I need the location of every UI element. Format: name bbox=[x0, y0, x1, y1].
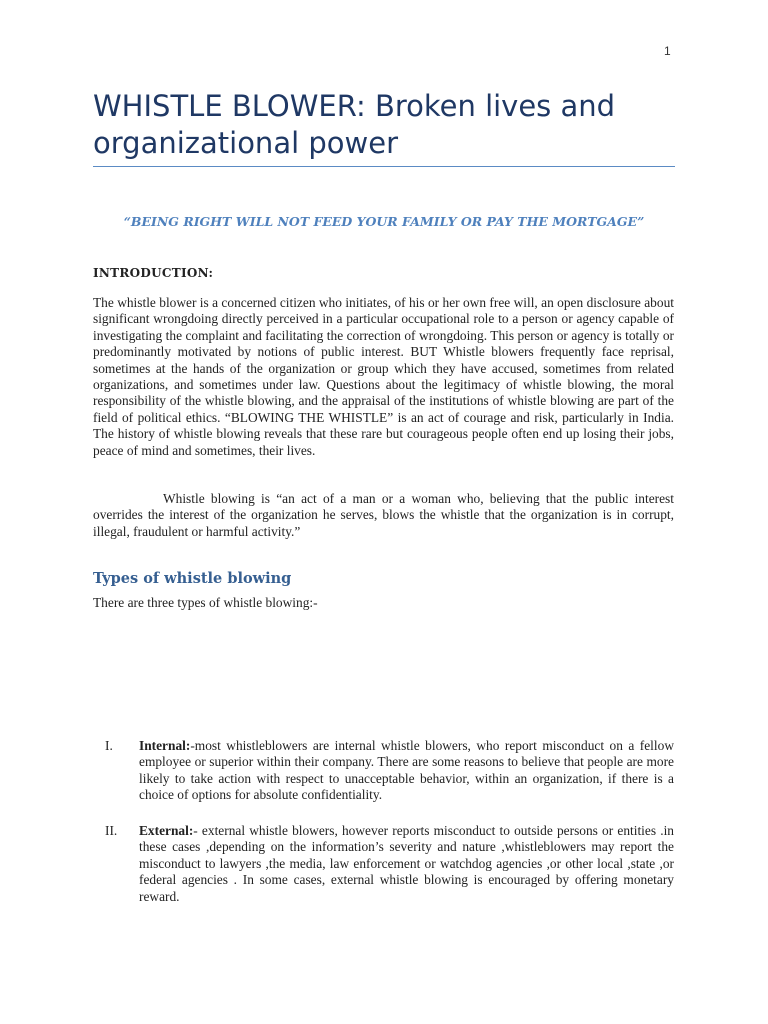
list-item-term: External: bbox=[139, 823, 194, 838]
title-divider bbox=[93, 166, 675, 167]
list-item-text bbox=[139, 823, 674, 905]
list-item-body: - external whistle blowers, however reports misconduct to outside persons or entities .in these cases ,depending on the information’s severity and nature ,whistleblowers may report the misconduct to lawyers ,the media, law enforcement or watchdog agencies ,or other local ,state ,or federal agencies . In some cases, external whistle blowing is encouraged by offering monetary reward. bbox=[139, 823, 674, 904]
list-marker: II. bbox=[105, 823, 118, 838]
page-number: 1 bbox=[664, 44, 671, 58]
list-marker: I. bbox=[105, 738, 113, 753]
introduction-heading: INTRODUCTION: bbox=[93, 266, 214, 280]
types-intro: There are three types of whistle blowing:- bbox=[93, 595, 318, 610]
document-title: WHISTLE BLOWER: Broken lives and organizational power bbox=[93, 89, 616, 160]
introduction-paragraph-1: The whistle blower is a concerned citizen who initiates, of his or her own free will, an open disclosure about significant wrongdoing directly perceived in a particular occupational role to a person or agency capable of investigating the complaint and facilitating the correction of wrongdoing. This person or agency is totally or predominantly motivated by notions of public interest. BUT Whistle blowers frequently face reprisal, sometimes at the hands of the organization or group which they have accused, sometimes from related organizations, and sometimes under law. Questions about the legitimacy of whistle blowing, the moral responsibility of the whistle blowing, and the appraisal of the institutions of whistle blowing are part of the field of political ethics. “BLOWING THE WHISTLE” is an act of courage and risk, particularly in India. The history of whistle blowing reveals that these rare but courageous people often end up losing their jobs, peace of mind and sometimes, their lives. bbox=[93, 295, 674, 458]
list-item-text bbox=[139, 738, 674, 804]
list-item-term: Internal: bbox=[139, 738, 191, 753]
types-heading: Types of whistle blowing bbox=[93, 570, 292, 587]
list-item-body: -most whistleblowers are internal whistle blowers, who report misconduct on a fellow employee or superior within their company. There are some reasons to believe that people are more likely to take action with respect to unacceptable behavior, within an organization, if there is a choice of options for absolute confidentiality. bbox=[139, 738, 674, 803]
epigraph-quote: “BEING RIGHT WILL NOT FEED YOUR FAMILY OR PAY THE MORTGAGE” bbox=[123, 214, 645, 229]
introduction-paragraph-2: Whistle blowing is “an act of a man or a woman who, believing that the public interest overrides the interest of the organization he serves, blows the whistle that the organization is in corrupt, illegal, fraudulent or harmful activity.” bbox=[93, 491, 674, 539]
